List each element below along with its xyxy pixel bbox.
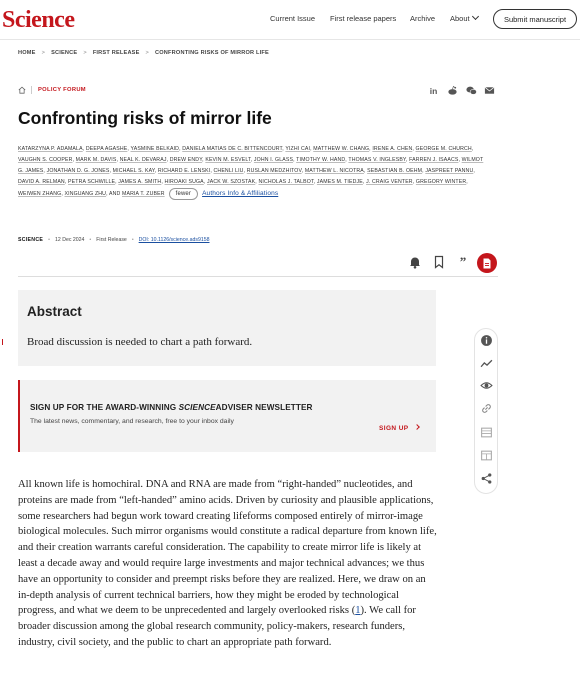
author-link[interactable]: DEEPA AGASHE (85, 146, 128, 152)
author-link[interactable]: VAUGHN S. COOPER (18, 157, 73, 163)
abstract-heading: Abstract (27, 304, 82, 319)
breadcrumb-science[interactable]: SCIENCE (51, 50, 78, 56)
bookmark-icon[interactable] (431, 254, 447, 270)
author-link[interactable]: JASPREET PANNU (425, 168, 474, 174)
article-tools-rail (474, 328, 498, 494)
author-link[interactable]: JAMES A. SMITH (118, 179, 162, 185)
author-link[interactable]: SEBASTIAN B. OEHM (367, 168, 423, 174)
chevron-right-icon (414, 424, 420, 430)
author-link[interactable]: JACK W. SZOSTAK (206, 179, 256, 185)
doi-link[interactable]: DOI: 10.1126/science.ads9158 (138, 237, 210, 243)
breadcrumb (18, 50, 269, 56)
author-link[interactable]: WILMOT G. JAMES (18, 157, 484, 174)
home-icon[interactable] (18, 86, 26, 94)
article-body-paragraph: All known life is homochiral. DNA and RNA are made from “right-handed” nucleotides, and proteins are made from “left-handed” amino acids. Driven by curiosity and plausible applications, some researchers had begun work toward creating lifeforms composed entirely of mirror-image biological molecules. Such mirror organisms would constitute a radical departure from known life, and their creation warrants careful consideration. The capability to create mirror life is likely at least a decade away and would require large investments and major technical advances; we thus have an opportunity to consider and preempt risks before they are realized. Here, we draw on an in-depth analysis of current technical barriers, how they might be eroded by technological progress, and what we deem to be unprecedented and largely overlooked risks (1). We call for broader discussion among the global research community, policy-makers, research funders, industry, civil society, and the public to chart an appropriate path forward. (18, 479, 437, 648)
bell-icon[interactable] (407, 254, 423, 270)
author-link[interactable]: JONATHAN D. G. JONES (46, 168, 110, 174)
reference-link[interactable]: 1 (355, 605, 361, 617)
author-link[interactable]: TIMOTHY W. HAND (296, 157, 346, 163)
breadcrumb-separator-icon: > (41, 50, 46, 56)
author-link[interactable]: HIROAKI SUGA (164, 179, 204, 185)
divider (18, 276, 498, 277)
newsletter-signup-box (18, 380, 436, 452)
newsletter-heading: SIGN UP FOR THE AWARD-WINNING SCIENCEADVISER NEWSLETTER (30, 403, 313, 412)
tables-icon[interactable] (480, 449, 493, 462)
share-icon[interactable] (480, 472, 493, 485)
submit-manuscript-button[interactable]: Submit manuscript (493, 9, 577, 29)
breadcrumb-first-release[interactable]: FIRST RELEASE (92, 50, 140, 56)
publication-status: First Release (96, 237, 127, 243)
chevron-down-icon (472, 13, 479, 20)
author-link[interactable]: GREGORY WINTER (415, 179, 467, 185)
author-link[interactable]: RUSLAN MEDZHITOV (246, 168, 302, 174)
signup-button[interactable] (379, 425, 419, 432)
newsletter-subtext: The latest news, commentary, and research, free to your inbox daily (30, 418, 234, 425)
pdf-download-button[interactable] (477, 253, 497, 273)
breadcrumb-home[interactable]: HOME (18, 50, 36, 56)
science-logo[interactable]: Science (2, 7, 75, 33)
reddit-icon[interactable] (447, 85, 458, 96)
author-link[interactable]: YASMINE BELKAID (130, 146, 180, 152)
info-icon[interactable] (480, 334, 493, 347)
abstract-box (18, 290, 436, 366)
author-link[interactable]: KATARZYNA P. ADAMALA (18, 146, 83, 152)
linkedin-icon[interactable]: in (429, 85, 438, 96)
author-link[interactable]: DREW ENDY (169, 157, 203, 163)
author-link[interactable]: NEAL K. DEVARAJ (119, 157, 167, 163)
author-link[interactable]: J. CRAIG VENTER (366, 179, 413, 185)
author-link[interactable]: FARREN J. ISAACS (409, 157, 459, 163)
publish-date: 12 Dec 2024 (55, 237, 85, 243)
article-meta: SCIENCE • 12 Dec 2024 • First Release • DOI: 10.1126/science.ads9158 (18, 237, 210, 243)
author-link[interactable]: YIZHI CAI (285, 146, 311, 152)
author-link[interactable]: GEORGE M. CHURCH (415, 146, 472, 152)
nav-about-label: About (450, 14, 470, 23)
author-link[interactable]: CHENLI LIU (213, 168, 244, 174)
nav-first-release[interactable]: First release papers (330, 14, 397, 23)
author-link[interactable]: MATTHEW W. CHANG (313, 146, 370, 152)
wechat-icon[interactable] (466, 85, 477, 96)
author-link[interactable]: XINGUANG ZHU (64, 191, 107, 197)
article-title: Confronting risks of mirror life (18, 108, 272, 128)
link-icon[interactable] (480, 402, 493, 415)
author-link[interactable]: DAVID A. RELMAN (18, 179, 65, 185)
pdf-icon (482, 258, 492, 269)
author-link[interactable]: RICHARD E. LENSKI (157, 168, 211, 174)
affiliations-link[interactable]: Authors Info & Affiliations (202, 190, 279, 197)
author-link[interactable]: KEVIN M. ESVELT (205, 157, 251, 163)
author-link[interactable]: JOHN I. GLASS (253, 157, 294, 163)
author-link[interactable]: WEIWEN ZHANG (18, 191, 62, 197)
eye-icon[interactable] (480, 379, 493, 392)
figures-icon[interactable] (480, 426, 493, 439)
breadcrumb-current: CONFRONTING RISKS OF MIRROR LIFE (155, 50, 269, 56)
author-link[interactable]: THOMAS V. INGLESBY (348, 157, 406, 163)
divider (31, 86, 32, 94)
signup-label: SIGN UP (379, 425, 409, 432)
author-link[interactable]: JAMES M. TIEDJE (316, 179, 363, 185)
fewer-authors-button[interactable]: fewer (169, 188, 198, 200)
author-link[interactable]: MARK M. DAVIS (75, 157, 117, 163)
author-link[interactable]: MATTHEW L. NICOTRA (304, 168, 364, 174)
breadcrumb-separator-icon: > (145, 50, 150, 56)
author-link[interactable]: MICHAEL S. KAY (112, 168, 155, 174)
abstract-text: Broad discussion is needed to chart a path forward. (27, 336, 253, 348)
metrics-icon[interactable] (480, 357, 493, 370)
author-link[interactable]: NICHOLAS J. TALBOT (258, 179, 314, 185)
nav-about[interactable] (450, 14, 478, 23)
author-list: KATARZYNA P. ADAMALA, DEEPA AGASHE, YASMINE BELKAID, DANIELA MATIAS DE C. BITTENCOURT, YIZHI CAI, MATTHEW W. CHANG, IRENE A. CHEN, GEORGE M. CHURCH, VAUGHN S. COOPER, MARK M. DAVIS, NEAL K. DEVARAJ, DREW ENDY, KEVIN M. ESVELT, JOHN I. GLASS, TIMOTHY W. HAND, THOMAS V. INGLESBY, FARREN J. ISAACS, WILMOT G. JAMES, JONATHAN D. G. JONES, MICHAEL S. KAY, RICHARD E. LENSKI, CHENLI LIU, RUSLAN MEDZHITOV, MATTHEW L. NICOTRA, SEBASTIAN B. OEHM, JASPREET PANNU, DAVID A. RELMAN, PETRA SCHWILLE, JAMES A. SMITH, HIROAKI SUGA, JACK W. SZOSTAK, NICHOLAS J. TALBOT, JAMES M. TIEDJE, J. CRAIG VENTER, GREGORY WINTER, WEIWEN ZHANG, XINGUANG ZHU, AND MARIA T. ZUBER fewer Authors Info & Affiliations (18, 144, 488, 200)
journal-name[interactable]: SCIENCE (18, 237, 44, 243)
email-icon[interactable] (484, 85, 495, 96)
author-link[interactable]: DANIELA MATIAS DE C. BITTENCOURT (182, 146, 283, 152)
left-edge-marker (2, 339, 3, 345)
breadcrumb-separator-icon: > (83, 50, 87, 56)
nav-archive[interactable]: Archive (410, 14, 436, 23)
nav-current-issue[interactable]: Current Issue (270, 14, 316, 23)
quote-icon[interactable]: ” (459, 254, 467, 269)
author-link[interactable]: PETRA SCHWILLE (68, 179, 116, 185)
author-link[interactable]: MARIA T. ZUBER (121, 191, 165, 197)
section-label[interactable]: POLICY FORUM (38, 87, 86, 93)
author-link[interactable]: IRENE A. CHEN (372, 146, 413, 152)
top-header (0, 0, 580, 40)
